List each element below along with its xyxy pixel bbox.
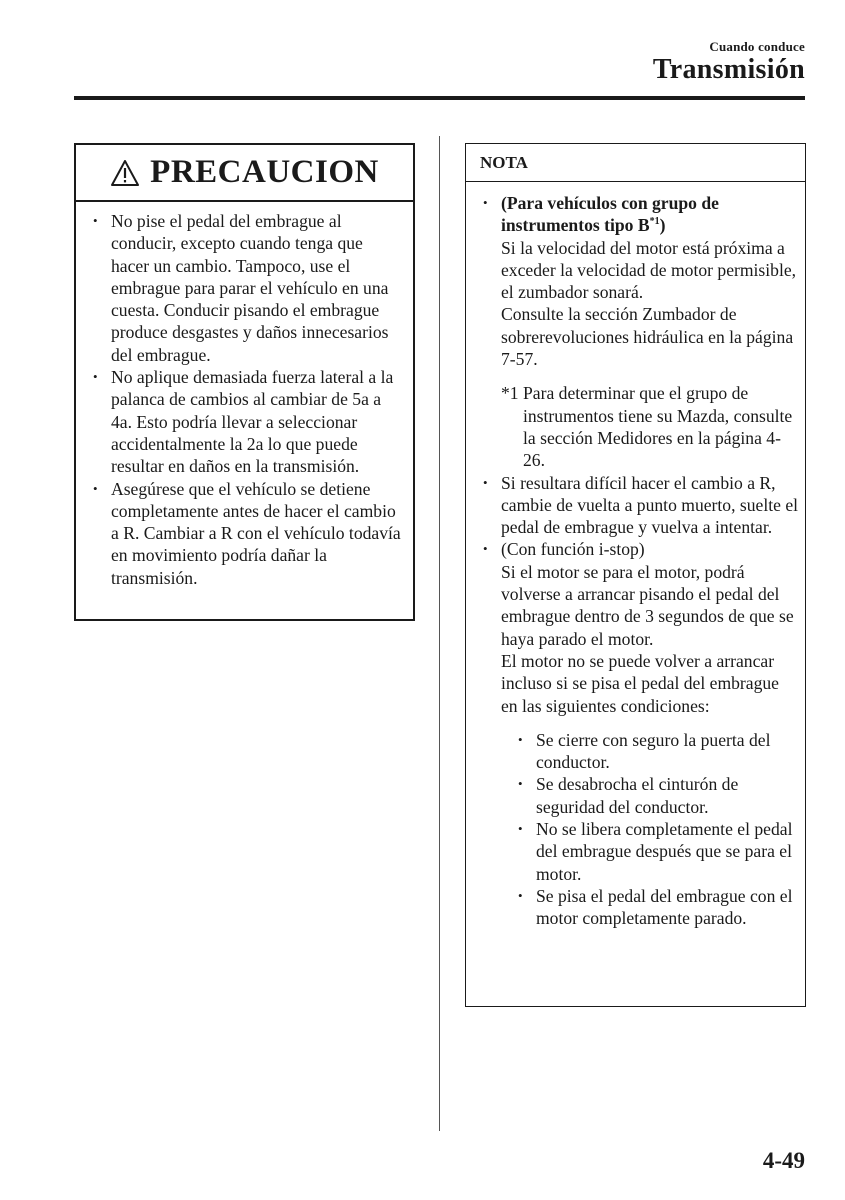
note-body — [466, 182, 805, 930]
note-item — [466, 538, 799, 929]
note-list — [466, 192, 799, 370]
condition-item: • Se cierre con seguro la puerta del conductor. — [501, 729, 799, 774]
note-item-heading: • (Para vehículos con grupo de instrumentos tipo $B^{*1}$) — [501, 193, 719, 236]
caution-body — [76, 202, 413, 589]
note-item: • Si resultara difícil hacer el cambio a R, cambie de vuelta a punto muerto, suelte el pedal de embrague y vuelva a intentar. — [466, 472, 799, 539]
condition-item: • No se libera completamente el pedal del embrague después que se para el motor. — [501, 818, 799, 885]
caution-list — [76, 210, 403, 589]
header-rule — [74, 96, 805, 100]
condition-item: • Se pisa el pedal del embrague con el motor completamente parado. — [501, 885, 799, 930]
caution-box — [74, 143, 415, 621]
column-divider — [439, 136, 440, 1131]
condition-item: • Se desabrocha el cinturón de seguridad del conductor. — [501, 773, 799, 818]
caution-header — [76, 145, 413, 202]
caution-title: PRECAUCION — [150, 154, 379, 190]
caution-item: • Asegúrese que el vehículo se detiene completamente antes de hacer el cambio a R. Cambiar a R con el vehículo todavía en movimiento podría dañar la transmisión. — [76, 478, 403, 589]
page-number: 4-49 — [762, 1148, 805, 1173]
note-item-heading: • (Con función i-stop) — [501, 539, 645, 560]
section-label: Cuando conduce — [709, 39, 805, 54]
note-list — [466, 472, 799, 930]
page-title: Transmisión — [652, 54, 805, 85]
caution-item: • No pise el pedal del embrague al conducir, excepto cuando tenga que hacer un cambio. Tampoco, use el embrague para parar el vehículo en una cuesta. Conducir pisando el embrague produce desgastes y daños innecesarios del embrague. — [76, 210, 403, 366]
footnote — [466, 382, 799, 471]
note-item-text: Consulte la sección Zumbador de sobrerevoluciones hidráulica en la página 7-57. — [501, 304, 794, 370]
note-title: NOTA — [466, 144, 805, 182]
note-item-text: El motor no se puede volver a arrancar incluso si se pisa el pedal del embrague en las siguientes condiciones: — [501, 650, 779, 716]
footnote-mark: *1 — [501, 383, 519, 404]
warning-triangle-icon — [110, 159, 140, 187]
footnote-text: Para determinar que el grupo de instrumentos tiene su Mazda, consulte la sección Medidores en la página 4-26. — [523, 383, 793, 471]
note-item-text: Si el motor se para el motor, podrá volverse a arrancar pisando el pedal del embrague dentro de 3 segundos de que se haya parado el motor. — [501, 561, 794, 649]
condition-list — [501, 729, 799, 930]
caution-item: • No aplique demasiada fuerza lateral a la palanca de cambios al cambiar de 5a a 4a. Esto podría llevar a seleccionar accidentalmente la 2a lo que puede resultar en daños en la transmisión. — [76, 366, 403, 477]
note-box — [465, 143, 806, 1007]
note-item — [466, 192, 799, 370]
note-item-text: Si la velocidad del motor está próxima a exceder la velocidad de motor permisible, el zumbador sonará. — [501, 237, 797, 303]
